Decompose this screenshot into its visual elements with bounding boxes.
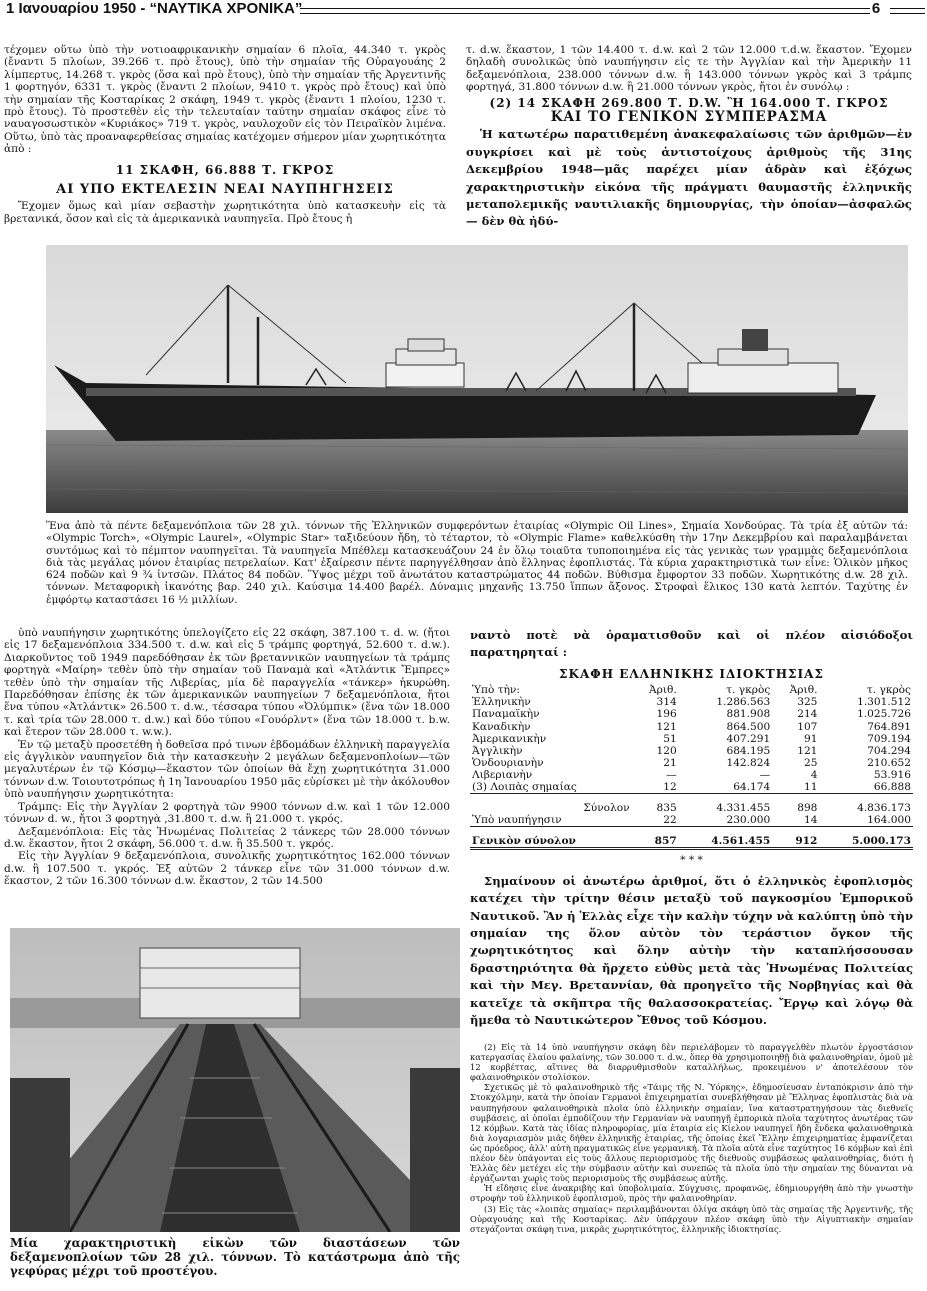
top-right-total: (2) 14 ΣΚΑΦΗ 269.800 Τ. D.W. Ἢ 164.000 Τ. ΓΚΡΟΣ	[489, 95, 889, 110]
conclusion-paragraph: Σημαίνουν οἱ ἀνωτέρω ἀριθμοί, ὅτι ὁ ἑλληνικὸς ἐφοπλισμὸς κατέχει τὴν τρίτην θέσιν μεταξὺ τοῦ παγκοσμίου Ἐμπορικοῦ Ναυτικοῦ. Ἂν ἡ Ἑλλὰς εἶχε τὴν καλὴν τύχην νὰ καλύπτῃ ὑπὸ τὴν σημαίαν της ὅλον αὐτὸν τὸν τεράστιον ὄγκον τῆς χωρητικότητος καὶ ὅλην αὐτὴν τὴν καταπλήσσουσαν δραστηριότητα θὰ ἤρχετο εὐθὺς μετὰ τὰς Ἡνωμένας Πολιτείας καὶ τὴν Μεγ. Βρεταννίαν, θὰ προηγεῖτο τῆς Νορβηγίας καὶ θὰ κατεῖχε τὰ σκῆπτρα τῆς θαλασσοκρατείας. Ἔργῳ καὶ λόγῳ θὰ ἤμεθα τὸ Ναυτικώτερον Ἔθνος τοῦ Κόσμου.	[470, 873, 913, 1027]
table-head-tons-1949: τ. γκρὸς	[866, 684, 911, 697]
table-cell: 121	[797, 744, 818, 757]
footnote-3: (3) Εἰς τὰς «λοιπὰς σημαίας» περιλαμβάνονται ὀλίγα σκάφη ὑπὸ τὰς σημαίας τῆς Ἀργεντινῆς, τῆς Οὐραγουάης καὶ τῆς Κοσταρίκας. Δὲν ὑπάρχουν πλέον σκάφη ὑπὸ τὴν Αἰγυπτιακὴν σημαίαν στεγάζονται σκάφη τινα, μικρᾶς χωρητικότητος, ἑλληνικῆς ἰδιοκτησίας.	[470, 1203, 913, 1234]
table-cell: Ἀγγλικὴν	[472, 744, 523, 757]
table-cell: 4	[810, 768, 818, 781]
top-right-column	[466, 44, 912, 244]
deck-photo	[10, 928, 460, 1232]
right-intro: ναντὸ ποτὲ νὰ ὁραματισθοῦν καὶ οἱ πλέον αἰσιόδοξοι παρατηρηταί :	[470, 628, 913, 660]
table-cell: 14	[803, 814, 818, 827]
deck-illustration	[10, 928, 460, 1232]
table-title: ΣΚΑΦΗ ΕΛΛΗΝΙΚΗΣ ΙΔΙΟΚΤΗΣΙΑΣ	[559, 666, 824, 681]
deck-photo-caption: Μία χαρακτηριστικὴ εἰκὼν τῶν διαστάσεων τῶν δεξαμενοπλοίων τῶν 28 χιλ. τόννων. Τὸ κατάστρωμα ἀπὸ τῆς γεφύρας μέχρι τοῦ προστέγου.	[10, 1236, 460, 1278]
table-head-count-1949: Ἀριθ.	[789, 684, 818, 697]
table-cell: Ἑλληνικὴν	[472, 696, 531, 709]
table-cell: Ὑπὸ ναυπήγησιν	[472, 814, 562, 827]
table-cell: 21	[663, 756, 677, 769]
top-left-paragraph-2: Ἔχομεν ὅμως καὶ μίαν σεβαστὴν χωρητικότητα ὑπὸ κατασκευὴν εἰς τὰ βρετανικά, ὅσον καὶ εἰς τὰ ἀμερικανικὰ ναυπηγεῖα. Πρὸ ἔτους ἡ	[4, 200, 446, 225]
table-cell: 764.891	[867, 720, 911, 733]
table-grand-total-row	[470, 835, 913, 849]
table-row	[470, 733, 913, 745]
table-cell: 121	[656, 720, 677, 733]
footnote-2c: Ἡ εἴδησις εἶνε ἀνακριβὴς καὶ ὑποβολιμαία. Σύγχυσις, προφανῶς, ἐδημιουργήθη ἀπὸ τὴν γνωστὴν στροφὴν τοῦ ἑλληνικοῦ ἐφοπλισμοῦ, πρὸς τὴν φαλαινοθηρίαν.	[470, 1183, 913, 1204]
tanker-photo-caption: Ἕνα ἀπὸ τὰ πέντε δεξαμενόπλοια τῶν 28 χιλ. τόννων τῆς Ἑλληνικῶν συμφερόντων ἑταιρίας «Olympic Oil Lines», Σημαία Χονδούρας. Τὰ τρία ἐξ αὐτῶν τά: «Olympic Torch», «Olympic Laurel», «Olympic Star» ταξιδεύουν ἤδη, τὸ τέταρτον, τὸ «Olympic Flame» καθελκύσθη τὴν 17ην Δεκεμβρίου καὶ παραλαμβάνεται συντόμως καὶ τὸ πέμπτον ναυπηγεῖται. Τὰ ναυπηγεῖα Μπέθλεμ κατασκευάζουν 24 ἐν ὅλῳ τοιαῦτα τυποποιημένα εἰς τὰς γενικὰς των γραμμὰς δεξαμενόπλοια διὰ τὰς μεγάλας μόνον ἑταιρίας πετρελαίων. Κατ' ἐξαίρεσιν πέντε παρηγγέλθησαν ἀπὸ ἕλληνας ἐφοπλιστάς. Τὰ κύρια χαρακτηριστικὰ των εἶνε: Ὁλικὸν μῆκος 624 ποδῶν καὶ 9 ¾ ἰντσῶν. Πλάτος 84 ποδῶν. Ὕψος μέχρι τοῦ ἀνωτάτου καταστρώματος 44 ποδῶν. Βύθισμα ἔμφορτον 33 ποδῶν. Χωρητικότης d.w. 28 χιλ. τόννων. Μεταφορικὴ ἱκανότης βαρ. 240 χιλ. Καύσιμα 14.400 βαρέλ. Δύναμις μηχανῆς 13.750 ἵππων ἄξονος. Στροφαὶ ἕλικος 130 κατὰ λεπτόν. Ταχύτης ἐν ἐμφόρτῳ καταστάσει 16 ½ μιλλίων.	[46, 520, 908, 606]
table-cell: 314	[656, 696, 677, 709]
table-cell: 4.331.455	[716, 802, 771, 815]
table-head-flag: Ὑπὸ τὴν:	[472, 684, 520, 697]
table-cell: 91	[803, 732, 818, 745]
table-cell: 1.301.512	[857, 696, 911, 709]
table-cell: 898	[797, 802, 818, 815]
mid-left-p3: Τράμπς: Εἰς τὴν Ἀγγλίαν 2 φορτηγὰ τῶν 9900 τόννων d.w. καὶ 1 τῶν 12.000 τόννων d. w., ἤτοι 3 φορτηγὰ ,31.800 τ. d.w. ἢ 21.000 τ. γκρός.	[4, 800, 450, 826]
table-cell: 407.291	[726, 732, 771, 745]
table-cell: 230.000	[726, 814, 771, 827]
table-cell: 210.652	[867, 756, 911, 769]
mid-left-p4: Δεξαμενόπλοια: Εἰς τὰς Ἡνωμένας Πολιτείας 2 τάνκερς τῶν 28.000 τόννων d.w. ἕκαστον, ἤτοι 2 σκάφη, 56.000 τ. d.w. ἢ 35.500 τ. γκρός.	[4, 825, 450, 850]
table-cell: 684.195	[726, 744, 771, 757]
table-cell: —	[666, 768, 677, 781]
mid-left-p2: Ἐν τῷ μεταξὺ προσετέθη ἡ δοθεῖσα πρό τινων ἑβδομάδων ἑλληνικὴ παραγγελία εἰς ἀγγλικὸν ναυπηγεῖον διὰ τὴν κατασκευὴν 2 μεγάλων δεξαμενοπλοίων—τῶν μεγαλυτέρων ἐν τῷ Κόσμῳ—ἕκαστον τῶν ὁποίων θὰ ἔχῃ χωρητικότητα 31.000 τόννων d.w. Τοιουτοτρόπως ἡ 1η Ἰανουαρίου 1950 μᾶς εὑρίσκει μὲ τὴν ἀκόλουθον ὑπὸ ναυπήγησιν χωρητικότητα:	[4, 738, 450, 801]
table-cell: 1.025.726	[857, 708, 911, 721]
table-row	[470, 781, 913, 794]
page-header-title: 1 Ιανουαρίου 1950 - “ΝΑΥΤΙΚΑ ΧΡΟΝΙΚΑ”	[6, 0, 303, 17]
table-cell: 835	[656, 802, 677, 815]
table-cell: 120	[656, 744, 677, 757]
table-cell: 709.194	[867, 732, 911, 745]
page-number: 6	[871, 0, 881, 17]
footnotes	[470, 1042, 913, 1234]
table-cell: 66.888	[873, 781, 911, 794]
mid-left-p1: ὑπὸ ναυπήγησιν χωρητικότης ὑπελογίζετο εἰς 22 σκάφη, 387.100 τ. d. w. (ἤτοι εἰς 17 δεξαμενόπλοια 334.500 τ. d.w. καὶ εἰς 5 τράμπς φορτηγά, 52.600 τ. d.w.). Διαρκοῦντος τοῦ 1949 παρεδόθησαν ἐκ τῶν βρεταννικῶν ναυπηγείων τὰ τράμπς φορτηγὰ «Μαίρη» τεθὲν ὑπὸ τὴν σημαίαν τοῦ Παναμὰ καὶ «Ἀτλάντικ Ἔμπρες» τεθὲν ὑπὸ τὴν σημαίαν τῆς Λιβερίας, μία δὲ παραγγελία «τάνκερ» ἠκυρώθη. Παρεδόθησαν ἐπίσης ἐκ τῶν ἀμερικανικῶν ναυπηγείων 7 δεξαμενόπλοια, ἤτοι ἕνα τύπου «Ἀτλάντικ» 26.500 τ. d.w., τέσσαρα τύπου «Ὀλύμπικ» (ἕνα τῶν 18.000 τ. καὶ τρία τῶν 28.000 τ. d.w.) καὶ δύο τύπου «Γουόρλντ» (ἕνα τῶν 18.000 τ. b.w. καὶ ἕτερον τῶν 28.000 τ. w.w.).	[4, 627, 450, 739]
header-rule-right	[890, 8, 925, 14]
table-cell: 53.916	[873, 768, 911, 781]
top-right-paragraph-2: Ἡ κατωτέρω παρατιθεμένη ἀνακεφαλαίωσις τῶν ἀριθμῶν—ἐν συγκρίσει καὶ μὲ τοὺς ἀντιστοίχους ἀριθμοὺς τῆς 31ης Δεκεμβρίου 1948—μᾶς παρέχει μίαν ἁδρὰν καὶ ἐξόχως χαρακτηριστικὴν εἰκόνα τῆς πράγματι θαυμαστῆς ἑλληνικῆς μεταπολεμικῆς ναυτιλιακῆς δημιουργίας, τὴν ὁποίαν—ἀσφαλῶς— δὲν θὰ ἠδύ-	[466, 127, 912, 229]
table-sum-row	[470, 802, 913, 814]
table-row	[470, 769, 913, 781]
mid-left-p5: Εἰς τὴν Ἀγγλίαν 9 δεξαμενόπλοια, συνολικῆς χωρητικότητος 162.000 τόννων d.w. ἢ 107.500 τ. γκρός. Ἐξ αὐτῶν 2 τάνκερ εἶνε τῶν 31.000 τόννων d.w. ἕκαστον, 2 τῶν 16.300 τόννων d.w. ἕκαστον, 2 τῶν 14.500	[4, 850, 450, 888]
table-row	[470, 721, 913, 733]
table-cell: Λιβεριανὴν	[472, 768, 533, 781]
table-cell: 5.000.173	[852, 835, 911, 848]
table-head-tons-1948: τ. γκρὸς	[726, 684, 771, 697]
table-cell: —	[759, 768, 771, 781]
table-cell: 912	[795, 835, 818, 848]
table-row	[470, 757, 913, 769]
table-cell: 4.561.455	[711, 835, 771, 848]
footnote-2b: Σχετικῶς μὲ τὸ φαλαινοθηρικὸ τῆς «Τάιμς τῆς Ν. Ὑόρκης», ἐδημοσίευσαν ἐνταπόκρισιν ἀπὸ τὴν Στοκχόλμην, κατὰ τὴν ὁποίαν Γερμανοὶ ἐπιχειρηματίαι συνεβλήθησαν μὲ Ἕλληνας ἐφοπλιστὰς διὰ νὰ ναυπηγήσουν φαλαινοθηρικὰ πλοῖα ὑπὸ ἑλληνικὴν σημαίαν, ἵνα καταστρατηγήσουν τὰς διεθνεῖς συμβάσεις, αἱ ὁποῖαι ἐμποδίζουν τὴν Γερμανίαν νὰ ναυπηγῇ ἐμπορικὰ πλοῖα ταχύτητος ἀνωτέρας τῶν 12 κόμβων. Κατὰ τὰς ἰδίας πληροφορίας, μία ἑταιρία εἰς Κίελον ναυπηγεῖ ἤδη ἕνδεκα φαλαινοθηρικὰ διὰ λογαριασμὸν μιᾶς δήθεν ἑλληνικῆς ἑταιρίας, τῆς ὁποίας ἐκεῖ Ἕλλην ἐπιχειρηματίας ἐμφανίζεται ὡς πρόεδρος, ἀλλ' αὐτὴ πραγματικῶς εἶνε γερμανική. Τὰ πλοῖα αὐτὰ εἶνε ταχύτητος 16 κόμβων καὶ ἐπὶ πλέον δὲν ὑπάγονται εἰς τοὺς ἄλλους περιορισμοὺς τῆς διεθνοῦς συμβάσεως φαλαινοθηρίας, διότι ἡ Ἑλλὰς δὲν μετέχει εἰς τὴν σύμβασιν αὐτὴν καὶ συνεπῶς τὰ πλοῖα ὑπὸ τὴν σημαίαν της δύνανται νὰ ἐργάζωνται χωρὶς τοὺς περιορισμοὺς τῆς συμβάσεως αὐτῆς.	[470, 1082, 913, 1184]
top-left-paragraph: τέχομεν οὕτω ὑπὸ τὴν νοτιοαφρικανικὴν σημαίαν 6 πλοῖα, 44.340 τ. γκρὸς (ἔναντι 5 πλοίων, 39.266 τ. πρὸ ἔτους), ὑπὸ τὴν σημαίαν τῆς Οὐραγουάης 2 λίμπερτυς, 14.268 τ. γκρὸς (ὅσα καὶ πρὸ ἔτους), ὑπὸ τὴν σημαίαν τῆς Ἀργεντινῆς 1 φορτηγόν, 6331 τ. γκρὸς (ἔναντι 2 πλοίων, 9410 τ. γκρὸς πρὸ ἔτους) καὶ ὑπὸ τὴν σημαίαν τῆς Κοσταρίκας 2 σκάφη, 1949 τ. γκρὸς (ἔναντι 1 πλοίου, 1230 τ. πρὸ ἔτους). Τὸ προστεθὲν εἰς τὴν τελευταίαν ταύτην σημαίαν σκάφος εἶνε τὸ ναυαγοσωστικὸν «Κυριάκος» 719 τ. γκρὸς, ναυλοχοῦν εἰς τὸν Πειραϊκὸν λιμένα. Οὕτω, ὑπὸ τὰς προαναφερθείσας σημαίας κατέχομεν σήμερον μίαν χωρητικότητα ἀπὸ :	[4, 44, 446, 156]
right-column	[470, 627, 913, 1037]
table-cell: 11	[803, 781, 818, 794]
footnote-2: (2) Εἰς τὰ 14 ὑπὸ ναυπήγησιν σκάφη δὲν περιελάβομεν τὸ παραγγελθὲν πλωτὸν ἐργοστάσιον κατεργασίας ἐλαίου φαλαίνης, τῶν 30.000 τ. d.w., ὅπερ θὰ χρησιμοποιηθῇ διὰ φαλαινοθηρίαν, ὁμοῦ μὲ 12 κορβέττας, αἵτινες θὰ διαρρυθμισθοῦν καταλλήλως, προκειμένου ν' ἀποτελέσουν τὸν φαλαινοθηρικὸν στολίσκον.	[470, 1042, 913, 1083]
header-rule	[300, 8, 870, 14]
tanker-photo	[46, 245, 908, 513]
table-cell: 4.836.173	[857, 802, 911, 815]
table-row	[470, 745, 913, 757]
table-cell: 12	[663, 781, 677, 794]
table-cell: 325	[797, 696, 818, 709]
table-cell: (3) Λοιπὰς σημαίας	[472, 781, 577, 794]
table-cell: 64.174	[733, 781, 771, 794]
table-cell: 214	[797, 708, 818, 721]
table-cell: 25	[803, 756, 818, 769]
table-header-row	[470, 684, 913, 696]
section-heading-conclusion: ΚΑΙ ΤΟ ΓΕΝΙΚΟΝ ΣΥΜΠΕΡΑΣΜΑ	[550, 109, 828, 126]
table-cell: Ὁνδουριανὴν	[472, 756, 544, 769]
table-cell: Παναμαϊκὴν	[472, 708, 540, 721]
table-cell: Σύνολον	[583, 802, 630, 815]
fleet-table	[470, 684, 913, 850]
table-cell: Ἀμερικανικὴν	[472, 732, 547, 745]
section-separator: * * *	[680, 854, 703, 867]
mid-left-column	[4, 627, 450, 912]
top-left-column	[4, 44, 446, 236]
section-heading-new-builds: ΑΙ ΥΠΟ ΕΚΤΕΛΕΣΙΝ ΝΕΑΙ ΝΑΥΠΗΓΗΣΕΙΣ	[56, 182, 394, 198]
table-head-count-1948: Ἀριθ.	[648, 684, 677, 697]
table-cell: 22	[663, 814, 677, 827]
table-cell: 142.824	[726, 756, 771, 769]
table-row	[470, 708, 913, 720]
table-cell: 1.286.563	[716, 696, 771, 709]
top-right-paragraph: τ. d.w. ἕκαστον, 1 τῶν 14.400 τ. d.w. καὶ 2 τῶν 12.000 τ.d.w. ἕκαστον. Ἔχομεν δηλαδὴ συνολικῶς ὑπὸ ναυπήγησιν εἰς τε τὴν Ἀγγλίαν καὶ τὴν Ἀμερικὴν 11 δεξαμενόπλοια, 238.000 τόννων d.w. ἢ 143.000 τόννων γκρὸς καὶ 3 τράμπς φορτηγά, 31.800 τόννων d.w. ἢ 21.000 τόννων γκρὸς, ἤτοι ἐν συνόλῳ :	[466, 44, 912, 94]
table-row	[470, 696, 913, 708]
table-cell: 704.294	[867, 744, 911, 757]
table-cell: 107	[797, 720, 818, 733]
table-cell: 196	[656, 708, 677, 721]
table-cell: 881.908	[726, 708, 771, 721]
table-cell: 864.500	[726, 720, 771, 733]
tanker-illustration	[46, 245, 908, 513]
table-cell: 164.000	[867, 814, 911, 827]
table-construction-row	[470, 814, 913, 827]
table-cell: Καναδικὴν	[472, 720, 531, 733]
table-cell: 857	[654, 835, 677, 848]
page-header	[0, 0, 927, 20]
top-left-total: 11 ΣΚΑΦΗ, 66.888 Τ. ΓΚΡΟΣ	[115, 162, 335, 177]
table-cell: Γενικὸν σύνολον	[472, 835, 576, 848]
table-cell: 51	[663, 732, 677, 745]
